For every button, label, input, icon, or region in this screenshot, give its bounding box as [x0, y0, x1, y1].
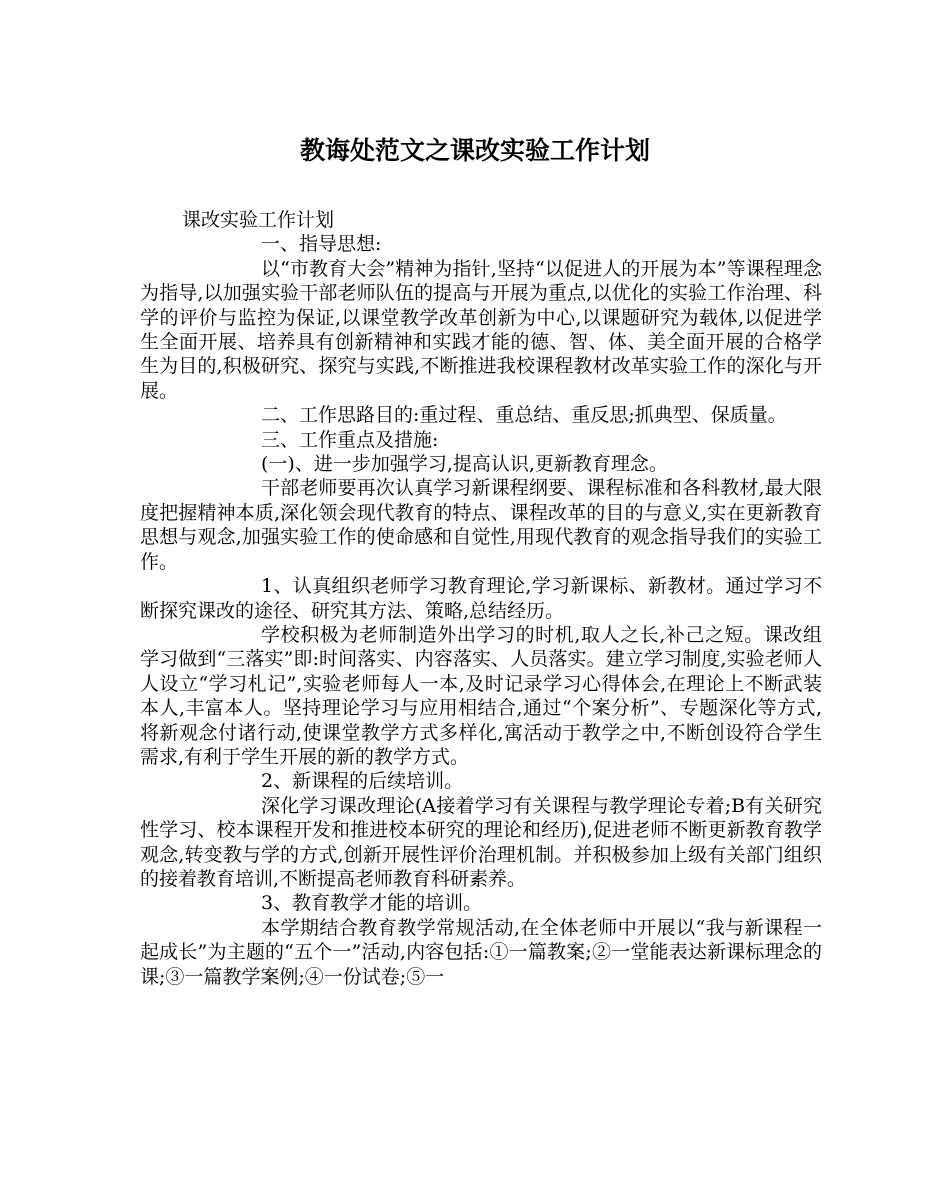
paragraph: (一)、进一步加强学习,提高认识,更新教育理念。 — [261, 453, 668, 476]
paragraph: 学校积极为老师制造外出学习的时机,取人之长,补己之短。课改组学习做到“三落实”即:时间落实、内容落实、人员落实。建立学习制度,实验老师人人设立“学习札记”,实验老师每人一本,及时记录学习心得体会,在理论上不断武装本人,丰富本人。坚持理论学习与应用相结合,通过“个案分析”、专题深化等方式,将新观念付诸行动,使课堂教学方式多样化,寓活动于教学之中,不断创设符合学生需求,有利于学生开展的新的教学方式。 — [140, 623, 822, 768]
paragraph: 1、认真组织老师学习教育理论,学习新课标、新教材。通过学习不断探究课改的途径、研究其方法、策略,总结经历。 — [140, 575, 822, 622]
paragraph: 一、指导思想: — [261, 233, 382, 256]
document-body — [140, 208, 822, 989]
document-title: 教诲处范文之课改实验工作计划 — [299, 136, 650, 165]
paragraph: 干部老师要再次认真学习新课程纲要、课程标准和各科教材,最大限度把握精神本质,深化领会现代教育的特点、课程改革的目的与意义,实在更新教育思想与观念,加强实验工作的使命感和自觉性,用现代教育的观念指导我们的实验工作。 — [140, 477, 822, 573]
paragraph: 本学期结合教育教学常规活动,在全体老师中开展以“我与新课程一起成长”为主题的“五个一”活动,内容包括:①一篇教案;②一堂能表达新课标理念的课;③一篇教学案例;④一份试卷;⑤一 — [140, 916, 822, 988]
paragraph: 以“市教育大会”精神为指针,坚持“以促进人的开展为本”等课程理念为指导,以加强实验干部老师队伍的提高与开展为重点,以优化的实验工作治理、科学的评价与监控为保证,以课堂教学改革创新为中心,以课题研究为载体,以促进学生全面开展、培养具有创新精神和实践才能的德、智、体、美全面开展的合格学生为目的,积极研究、探究与实践,不断推进我校课程教材改革实验工作的深化与开展。 — [140, 257, 822, 402]
paragraph: 课改实验工作计划 — [182, 209, 335, 231]
paragraph: 三、工作重点及措施: — [261, 428, 439, 451]
paragraph: 2、新课程的后续培训。 — [261, 770, 464, 793]
paragraph: 二、工作思路目的:重过程、重总结、重反思;抓典型、保质量。 — [261, 404, 787, 427]
paragraph: 深化学习课改理论(A接着学习有关课程与教学理论专着;B有关研究性学习、校本课程开发和推进校本研究的理论和经历),促进老师不断更新教育教学观念,转变教与学的方式,创新开展性评价治理机制。并积极参加上级有关部门组织的接着教育培训,不断提高老师教育科研素养。 — [140, 794, 822, 890]
paragraph: 3、教育教学才能的培训。 — [261, 892, 483, 915]
